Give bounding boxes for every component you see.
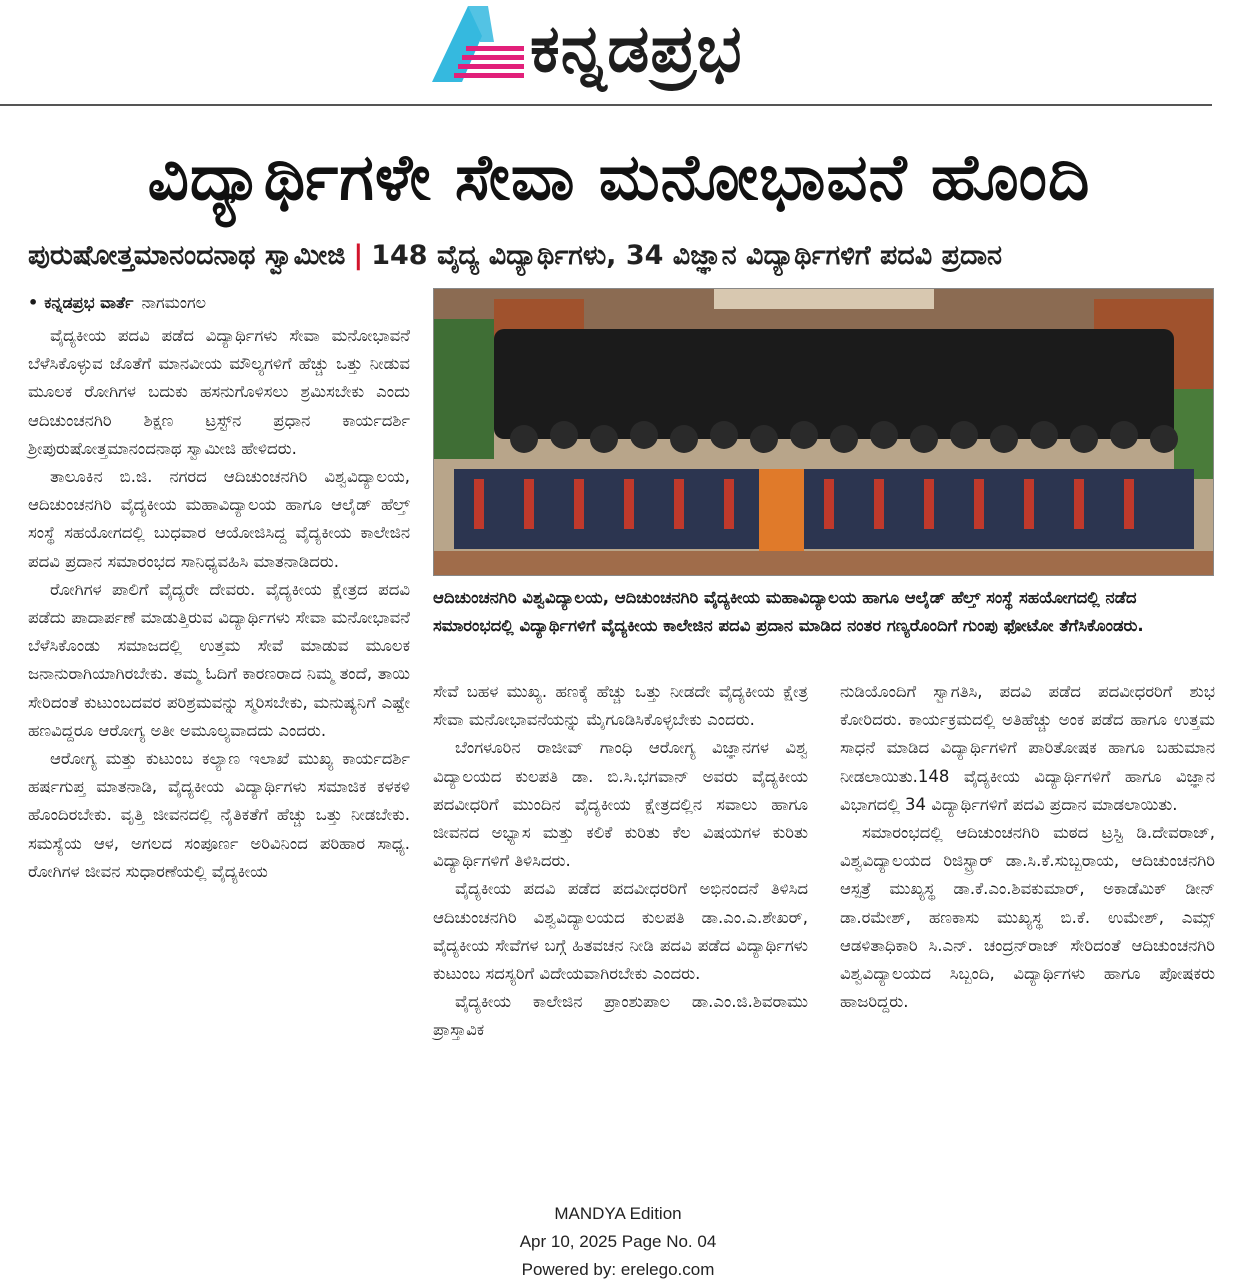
paragraph: ಸಮಾರಂಭದಲ್ಲಿ ಆದಿಚುಂಚನಗಿರಿ ಮಠದ ಟ್ರಸ್ಟಿ ಡಿ.ದೇವರಾಜ್, ವಿಶ್ವವಿದ್ಯಾಲಯದ ರಿಜಿಸ್ಟ್ರಾರ್ ಡಾ.ಸಿ.ಕೆ.ಸುಬ್ಬರಾಯ, ಆದಿಚುಂಚನಗಿರಿ ಆಸ್ಪತ್ರೆ ಮುಖ್ಯಸ್ಥ ಡಾ.ಕೆ.ಎಂ.ಶಿವಕುಮಾರ್, ಅಕಾಡೆಮಿಕ್ ಡೀನ್ ಡಾ.ರಮೇಶ್, ಹಣಕಾಸು ಮುಖ್ಯಸ್ಥ ಬಿ.ಕೆ. ಉಮೇಶ್, ಎಮ್ಸ್ ಆಡಳಿತಾಧಿಕಾರಿ ಸಿ.ಎನ್. ಚಂದ್ರನ್‌ರಾಜ್ ಸೇರಿದಂತೆ ಆದಿಚುಂಚನಗಿರಿ ವಿಶ್ವವಿದ್ಯಾಲಯದ ಸಿಬ್ಬಂದಿ, ವಿದ್ಯಾರ್ಥಿಗಳು ಹಾಗೂ ಪೋಷಕರು ಹಾಜರಿದ್ದರು. (840, 823, 1215, 1012)
masthead-rule (0, 104, 1212, 106)
photo-illustration (434, 289, 1213, 575)
article-headline: ವಿದ್ಯಾರ್ಥಿಗಳೇ ಸೇವಾ ಮನೋಭಾವನೆ ಹೊಂದಿ (147, 141, 1091, 215)
paragraph: ಸೇವೆ ಬಹಳ ಮುಖ್ಯ. ಹಣಕ್ಕೆ ಹೆಚ್ಚು ಒತ್ತು ನೀಡದೇ ವೈದ್ಯಕೀಯ ಕ್ಷೇತ್ರ ಸೇವಾ ಮನೋಭಾವನೆಯನ್ನು ಮೈಗೂಡಿಸಿಕೊಳ್ಳಬೇಕು ಎಂದರು. (433, 682, 808, 730)
paragraph: ವೈದ್ಯಕೀಯ ಕಾಲೇಜಿನ ಪ್ರಾಂಶುಪಾಲ ಡಾ.ಎಂ.ಜಿ.ಶಿವರಾಮು ಪ್ರಾಸ್ತಾವಿಕ (433, 992, 808, 1040)
subhead-speaker: ಪುರುಷೋತ್ತಮಾನಂದನಾಥ ಸ್ವಾಮೀಜಿ (28, 240, 346, 271)
article-column-2 (433, 678, 808, 1180)
paragraph: ಆರೋಗ್ಯ ಮತ್ತು ಕುಟುಂಬ ಕಲ್ಯಾಣ ಇಲಾಖೆ ಮುಖ್ಯ ಕಾರ್ಯದರ್ಶಿ ಹರ್ಷಗುಪ್ತ ಮಾತನಾಡಿ, ವೈದ್ಯಕೀಯ ವಿದ್ಯಾರ್ಥಿಗಳು ಸಮಾಜಿಕ ಕಳಕಳಿ ಹೊಂದಿರಬೇಕು. ವೃತ್ತಿ ಜೀವನದಲ್ಲಿ ನೈತಿಕತೆಗೆ ಹೆಚ್ಚು ಒತ್ತು ನೀಡಬೇಕು. ಸಮಸ್ಯೆಯ ಆಳ, ಅಗಲದ ಸಂಪೂರ್ಣ ಅರಿವಿನಿಂದ ಪರಿಹಾರ ಸಾಧ್ಯ. ರೋಗಿಗಳ ಜೀವನ ಸುಧಾರಣೆಯಲ್ಲಿ ವೈದ್ಯಕೀಯ (28, 749, 410, 881)
byline (28, 290, 418, 316)
paragraph: ಬೆಂಗಳೂರಿನ ರಾಜೀವ್ ಗಾಂಧಿ ಆರೋಗ್ಯ ವಿಜ್ಞಾನಗಳ ವಿಶ್ವ ವಿದ್ಯಾಲಯದ ಕುಲಪತಿ ಡಾ. ಬಿ.ಸಿ.ಭಗವಾನ್ ಅವರು ವೈದ್ಯಕೀಯ ಪದವೀಧರಿಗೆ ಮುಂದಿನ ವೈದ್ಯಕೀಯ ಕ್ಷೇತ್ರದಲ್ಲಿನ ಸವಾಲು ಹಾಗೂ ಜೀವನದ ಅಭ್ಯಾಸ ಮತ್ತು ಕಲಿಕೆ ಕುರಿತು ಕೆಲ ವಿಷಯಗಳ ಕುರಿತು ವಿದ್ಯಾರ್ಥಿಗಳಿಗೆ ತಿಳಿಸಿದರು. (433, 738, 808, 871)
paragraph: ರೋಗಿಗಳ ಪಾಲಿಗೆ ವೈದ್ಯರೇ ದೇವರು. ವೈದ್ಯಕೀಯ ಕ್ಷೇತ್ರದ ಪದವಿ ಪಡೆದು ಪಾದಾರ್ಪಣೆ ಮಾಡುತ್ತಿರುವ ವಿದ್ಯಾರ್ಥಿಗಳು ಸೇವಾ ಮನೋಭಾವನೆ ಬೆಳೆಸಿಕೊಂಡು ಸಮಾಜದಲ್ಲಿ ಉತ್ತಮ ಸೇವೆ ಮಾಡುವ ಮೂಲಕ ಜನಾನುರಾಗಿಯಾಗಿರಬೇಕು. ತಮ್ಮ ಓದಿಗೆ ಕಾರಣರಾದ ನಿಮ್ಮ ತಂದೆ, ತಾಯಿ ಸೇರಿದಂತೆ ಕುಟುಂಬದವರ ಪರಿಶ್ರಮವನ್ನು ಸ್ಮರಿಸಬೇಕು, ಮನುಷ್ಯನಿಗೆ ಎಷ್ಟೇ ಹಣವಿದ್ದರೂ ಆರೋಗ್ಯ ಅತೀ ಅಮೂಲ್ಯವಾದದು ಎಂದರು. (28, 579, 410, 740)
paragraph: ತಾಲೂಕಿನ ಬಿ.ಜಿ. ನಗರದ ಆದಿಚುಂಚನಗಿರಿ ವಿಶ್ವವಿದ್ಯಾಲಯ, ಆದಿಚುಂಚನಗಿರಿ ವೈದ್ಯಕೀಯ ಮಹಾವಿದ್ಯಾಲಯ ಹಾಗೂ ಆಲೈಡ್ ಹೆಲ್ತ್ ಸಂಸ್ಥೆ ಸಹಯೋಗದಲ್ಲಿ ಬುಧವಾರ ಆಯೋಜಿಸಿದ್ದ ವೈದ್ಯಕೀಯ ಕಾಲೇಜಿನ ಪದವಿ ಪ್ರದಾನ ಸಮಾರಂಭದ ಸಾನಿಧ್ಯವಹಿಸಿ ಮಾತನಾಡಿದರು. (28, 467, 410, 571)
edition-label: MANDYA Edition (554, 1204, 682, 1223)
byline-bullet: • (28, 293, 39, 312)
article-column-3 (840, 678, 1215, 1180)
masthead (0, 0, 1236, 106)
powered-by-label: Powered by: erelego.com (521, 1260, 715, 1279)
paragraph: ವೈದ್ಯಕೀಯ ಪದವಿ ಪಡೆದ ಪದವೀಧರರಿಗೆ ಅಭಿನಂದನೆ ತಿಳಿಸಿದ ಆದಿಚುಂಚನಗಿರಿ ವಿಶ್ವವಿದ್ಯಾಲಯದ ಕುಲಪತಿ ಡಾ.ಎಂ.ಎ.ಶೇಖರ್, ವೈದ್ಯಕೀಯ ಸೇವೆಗಳ ಬಗ್ಗೆ ಹಿತವಚನ ನೀಡಿ ಪದವಿ ಪಡೆದ ವಿದ್ಯಾರ್ಥಿಗಳು ಕುಟುಂಬ ಸದಸ್ಯರಿಗೆ ವಿದೇಯವಾಗಿರಬೇಕು ಎಂದರು. (433, 879, 808, 984)
article-column-1 (28, 322, 410, 1180)
photo-caption: ಆದಿಚುಂಚನಗಿರಿ ವಿಶ್ವವಿದ್ಯಾಲಯ, ಆದಿಚುಂಚನಗಿರಿ ವೈದ್ಯಕೀಯ ಮಹಾವಿದ್ಯಾಲಯ ಹಾಗೂ ಆಲೈಡ್ ಹೆಲ್ತ್ ಸಂಸ್ಥೆ ಸಹಯೋಗದಲ್ಲಿ ನಡೆದ ಸಮಾರಂಭದಲ್ಲಿ ವಿದ್ಯಾರ್ಥಿಗಳಿಗೆ ವೈದ್ಯಕೀಯ ಕಾಲೇಜಿನ ಪದವಿ ಪ್ರದಾನ ಮಾಡಿದ ನಂತರ ಗಣ್ಯರೊಂದಿಗೆ ಗುಂಪು ಫೋಟೋ ತೆಗೆಸಿಕೊಂಡರು. (433, 588, 1144, 635)
date-page-label: Apr 10, 2025 Page No. 04 (519, 1232, 717, 1251)
subhead-separator: | (353, 240, 364, 271)
logo-triangle-icon (432, 6, 524, 82)
paragraph: ವೈದ್ಯಕೀಯ ಪದವಿ ಪಡೆದ ವಿದ್ಯಾರ್ಥಿಗಳು ಸೇವಾ ಮನೋಭಾವನೆ ಬೆಳೆಸಿಕೊಳ್ಳುವ ಜೊತೆಗೆ ಮಾನವೀಯ ಮೌಲ್ಯಗಳಿಗೆ ಹೆಚ್ಚು ಒತ್ತು ನೀಡುವ ಮೂಲಕ ರೋಗಿಗಳ ಬದುಕು ಹಸನುಗೊಳಿಸಲು ಶ್ರಮಿಸಬೇಕು ಎಂದು ಆದಿಚುಂಚನಗಿರಿ ಶಿಕ್ಷಣ ಟ್ರಸ್ಟ್‌ನ ಪ್ರಧಾನ ಕಾರ್ಯದರ್ಶಿ ಶ್ರೀಪುರುಷೋತ್ತಮಾನಂದನಾಥ ಸ್ವಾಮೀಜಿ ಹೇಳಿದರು. (28, 326, 410, 458)
paragraph: ನುಡಿಯೊಂದಿಗೆ ಸ್ವಾಗತಿಸಿ, ಪದವಿ ಪಡೆದ ಪದವೀಧರರಿಗೆ ಶುಭ ಕೋರಿದರು. ಕಾರ್ಯಕ್ರಮದಲ್ಲಿ ಅತಿಹೆಚ್ಚು ಅಂಕ ಪಡೆದ ಹಾಗೂ ಉತ್ತಮ ಸಾಧನೆ ಮಾಡಿದ ವಿದ್ಯಾರ್ಥಿಗಳಿಗೆ ಪಾರಿತೋಷಕ ಹಾಗೂ ಬಹುಮಾನ ನೀಡಲಾಯಿತು.148 ವೈದ್ಯಕೀಯ ವಿದ್ಯಾರ್ಥಿಗಳಿಗೆ ಹಾಗೂ ವಿಜ್ಞಾನ ವಿಭಾಗದಲ್ಲಿ 34 ವಿದ್ಯಾರ್ಥಿಗಳಿಗೆ ಪದವಿ ಪ್ರದಾನ ಮಾಡಲಾಯಿತು. (840, 682, 1215, 814)
newspaper-logo: ಕನ್ನಡಪ್ರಭ (530, 10, 743, 87)
byline-source: ಕನ್ನಡಪ್ರಭ ವಾರ್ತೆ (44, 293, 134, 312)
page-footer (418, 1200, 818, 1280)
article-subhead (28, 234, 1218, 278)
graduation-group-photo (433, 288, 1214, 576)
subhead-detail: 148 ವೈದ್ಯ ವಿದ್ಯಾರ್ಥಿಗಳು, 34 ವಿಜ್ಞಾನ ವಿದ್ಯಾರ್ಥಿಗಳಿಗೆ ಪದವಿ ಪ್ರದಾನ (371, 240, 1003, 271)
byline-place: ನಾಗಮಂಗಲ (141, 293, 207, 312)
